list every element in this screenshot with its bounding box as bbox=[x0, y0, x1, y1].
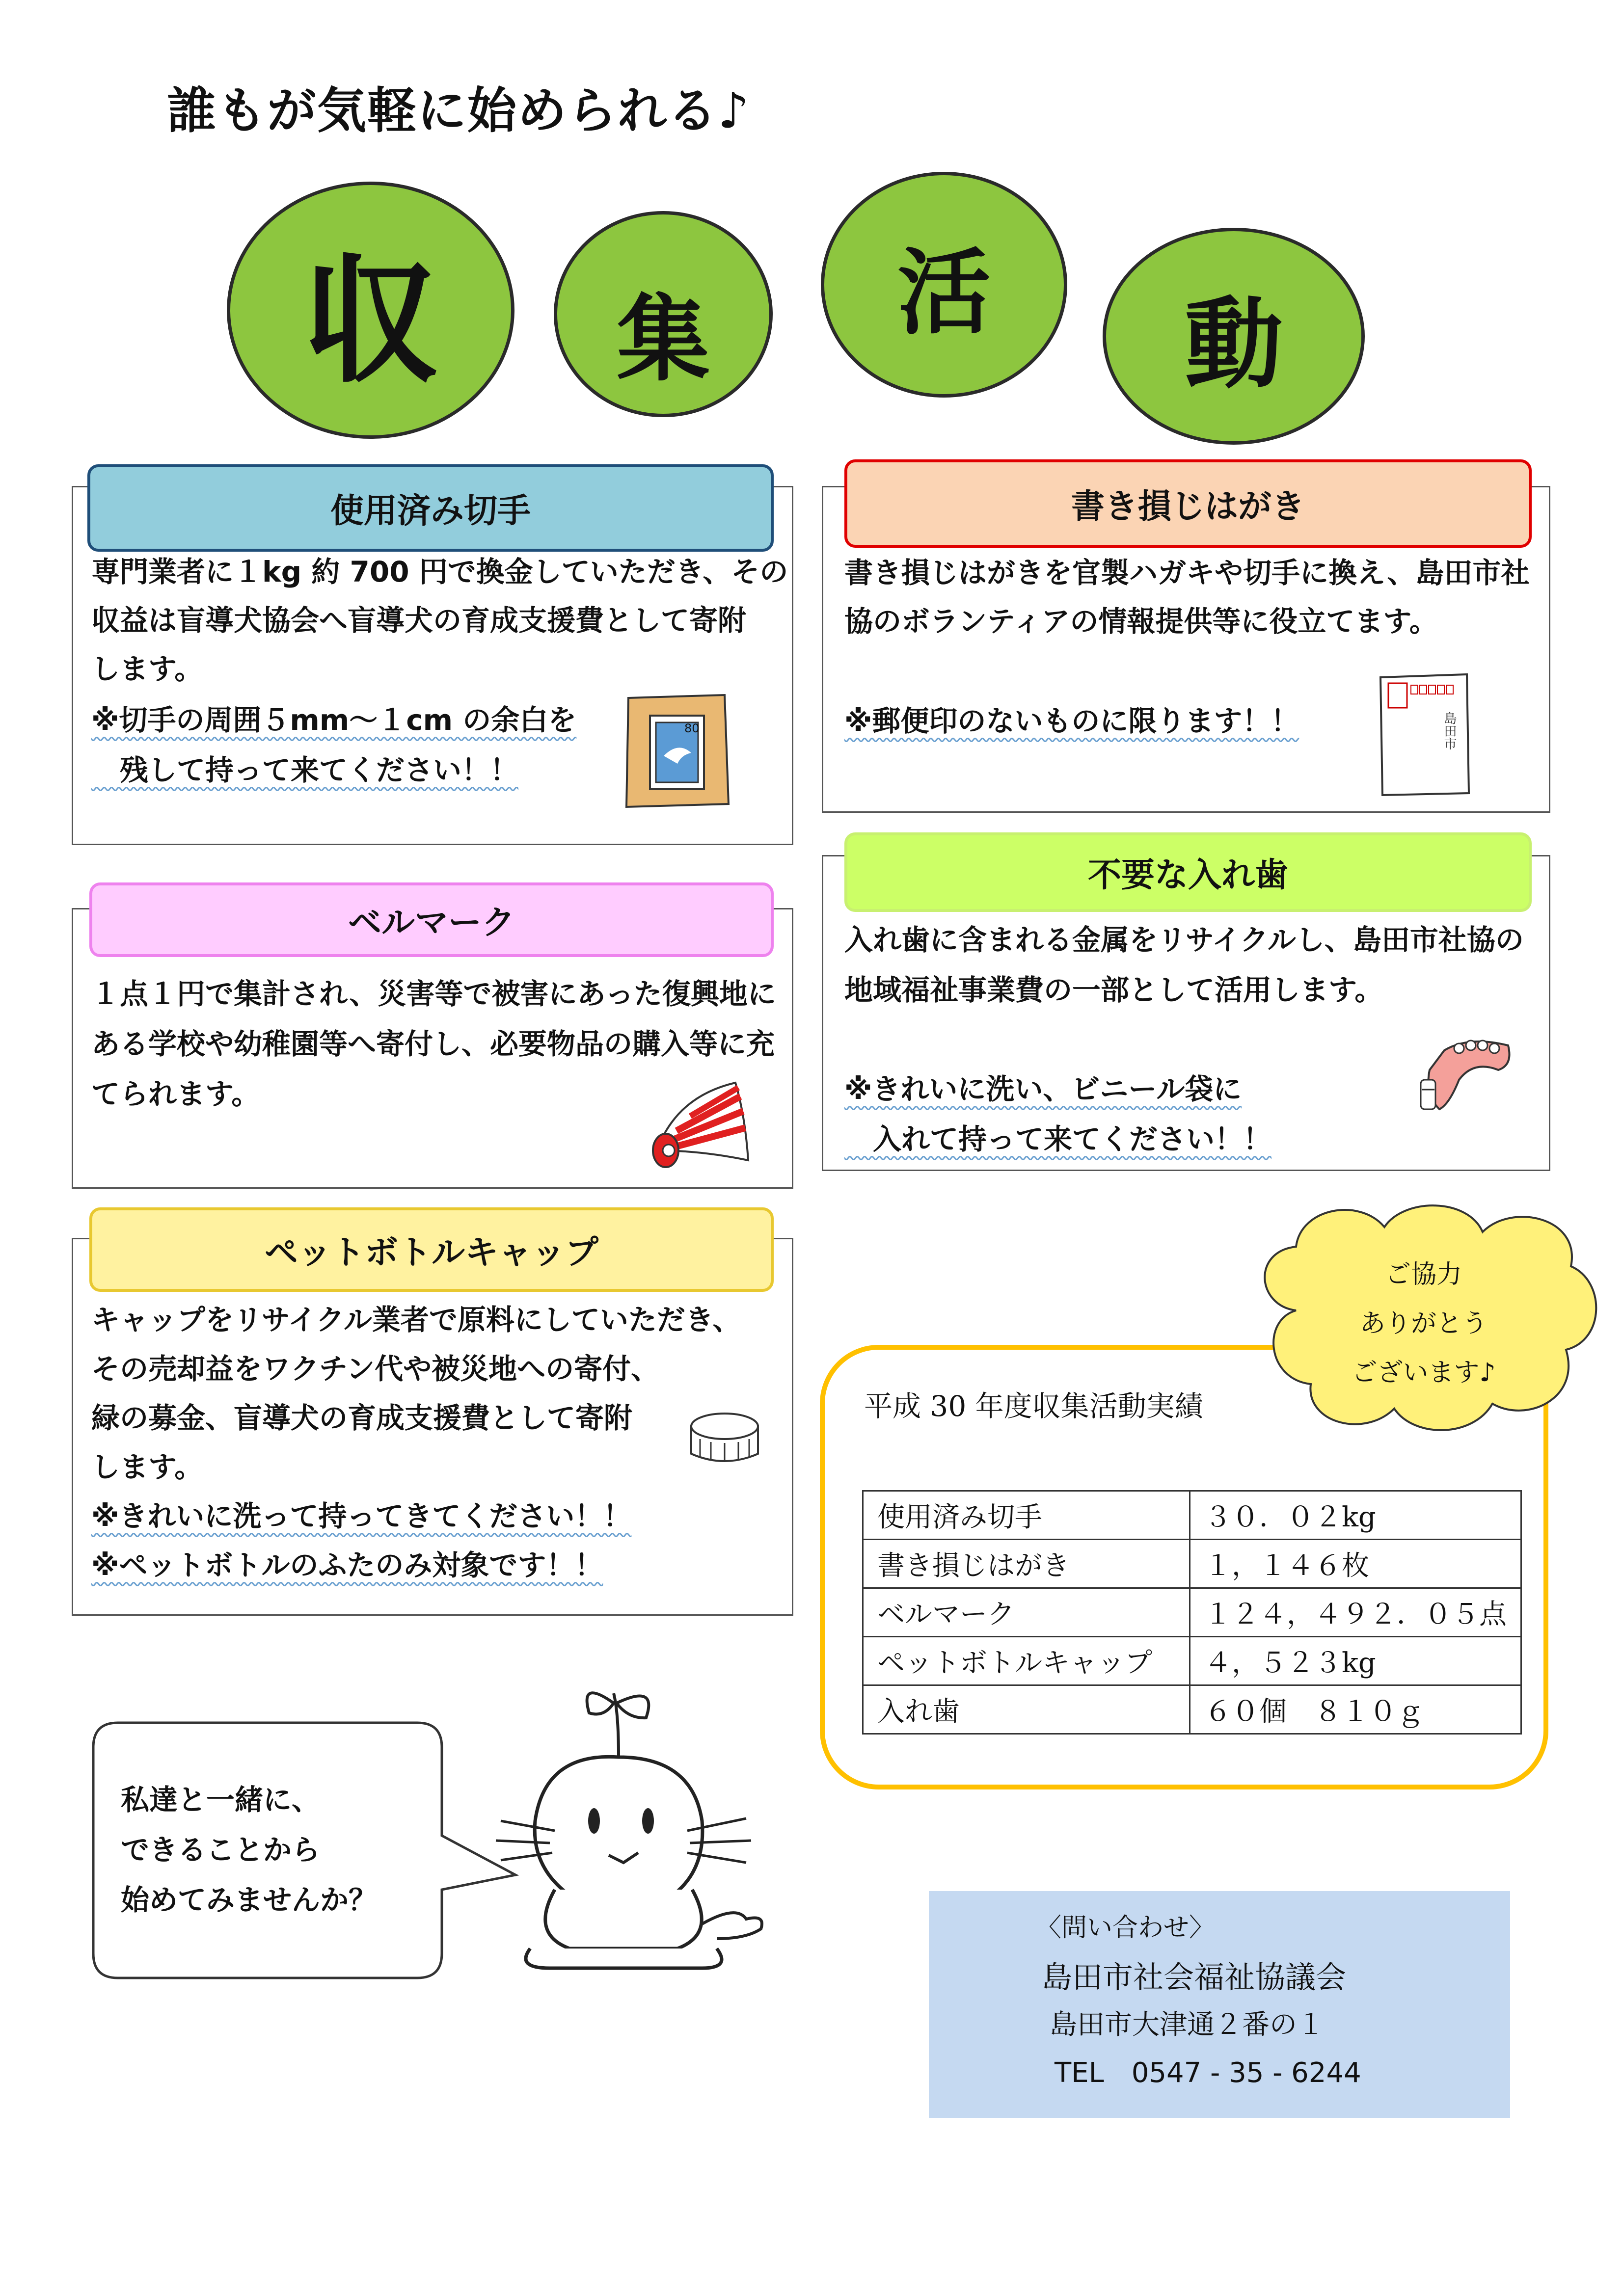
bellmark-text-line: ある学校や幼稚園等へ寄付し、必要物品の購入等に充 bbox=[91, 1027, 775, 1061]
title-char: 集 bbox=[616, 285, 710, 394]
results-value: １，１４６枚 bbox=[1190, 1540, 1521, 1588]
title-char-circle bbox=[1103, 228, 1365, 445]
bottle-cap-illustration bbox=[685, 1405, 764, 1473]
used-stamps-heading: 使用済み切手 bbox=[87, 464, 774, 552]
bottle-caps-note: ※きれいに洗って持ってきてください！！ bbox=[91, 1499, 632, 1533]
contact-organization: 島田市社会福祉協議会 bbox=[1042, 1959, 1347, 1995]
postcard-illustration bbox=[1376, 672, 1472, 797]
results-title: 平成 30 年度収集活動実績 bbox=[864, 1389, 1203, 1423]
title-char: 動 bbox=[1184, 287, 1283, 402]
speech-line: 私達と一緒に、 bbox=[121, 1783, 321, 1816]
results-value: ６０個 ８１０ｇ bbox=[1190, 1685, 1521, 1734]
spoiled-postcards-heading: 書き損じはがき bbox=[844, 459, 1532, 548]
used-stamps-text-line: 収益は盲導犬協会へ盲導犬の育成支援費として寄附 bbox=[91, 604, 747, 637]
results-item: 入れ歯 bbox=[863, 1685, 1190, 1734]
used-stamps-note: ※切手の周囲５mm～１cm の余白を bbox=[91, 703, 577, 737]
dentures-text-line: 地域福祉事業費の一部として活用します。 bbox=[844, 973, 1383, 1007]
dentures-heading: 不要な入れ歯 bbox=[844, 832, 1532, 912]
results-item: 書き損じはがき bbox=[863, 1540, 1190, 1588]
bellmark-heading: ベルマーク bbox=[89, 882, 774, 957]
spoiled-postcards-text-line: 協のボランティアの情報提供等に役立てます。 bbox=[844, 605, 1438, 638]
mascot-illustration bbox=[471, 1674, 776, 1988]
contact-label: 〈問い合わせ〉 bbox=[1036, 1913, 1215, 1943]
spoiled-postcards-note: ※郵便印のないものに限ります！！ bbox=[844, 704, 1299, 738]
title-char: 活 bbox=[897, 238, 991, 347]
postcard-address-text: 島田市 bbox=[1442, 712, 1457, 750]
results-value: ３０．０２kg bbox=[1190, 1491, 1521, 1540]
contact-box bbox=[929, 1891, 1510, 2118]
used-stamps-note: 残して持って来てください！！ bbox=[91, 753, 519, 787]
bell-mark-illustration bbox=[647, 1077, 755, 1170]
dentures-note: ※きれいに洗い、ビニール袋に bbox=[844, 1072, 1242, 1106]
used-stamps-text-line: します。 bbox=[91, 652, 203, 686]
dentures-note: 入れて持って来てください！！ bbox=[844, 1122, 1272, 1156]
thanks-line: ございます♪ bbox=[1352, 1358, 1496, 1388]
bellmark-text-line: てられます。 bbox=[91, 1077, 260, 1111]
results-row bbox=[863, 1637, 1521, 1685]
title-char-circle bbox=[227, 182, 514, 439]
results-row bbox=[863, 1685, 1521, 1734]
bottle-caps-text-line: キャップをリサイクル業者で原料にしていただき、 bbox=[91, 1303, 741, 1336]
title-char-circle bbox=[554, 211, 773, 417]
speech-line: できることから bbox=[121, 1833, 321, 1867]
bottle-caps-text-line: します。 bbox=[91, 1450, 203, 1484]
thanks-line: ご協力 bbox=[1385, 1260, 1462, 1289]
results-item: ベルマーク bbox=[863, 1588, 1190, 1637]
used-stamps-text-line: 専門業者に１kg 約 700 円で換金していただき、その bbox=[91, 555, 788, 588]
contact-phone: TEL 0547 - 35 - 6244 bbox=[1055, 2057, 1361, 2089]
title-char: 収 bbox=[302, 242, 439, 402]
results-row bbox=[863, 1588, 1521, 1637]
tagline: 誰もが気軽に始められる♪ bbox=[167, 82, 750, 139]
svg-text:80: 80 bbox=[684, 721, 700, 735]
dentures-text-line: 入れ歯に含まれる金属をリサイクルし、島田市社協の bbox=[844, 923, 1524, 957]
denture-illustration bbox=[1415, 1031, 1518, 1129]
stamp-illustration bbox=[622, 692, 733, 810]
bellmark-text-line: １点１円で集計され、災害等で被害にあった復興地に bbox=[91, 977, 776, 1011]
bottle-caps-heading: ペットボトルキャップ bbox=[89, 1207, 774, 1292]
results-value: ４，５２３kg bbox=[1190, 1637, 1521, 1685]
results-value: １２４，４９２．０５点 bbox=[1190, 1588, 1521, 1637]
results-table bbox=[862, 1490, 1522, 1735]
results-row bbox=[863, 1540, 1521, 1588]
bottle-caps-text-line: 緑の募金、盲導犬の育成支援費として寄附 bbox=[91, 1401, 633, 1435]
title-char-circle bbox=[821, 172, 1067, 398]
results-item: ペットボトルキャップ bbox=[863, 1637, 1190, 1685]
contact-address: 島田市大津通２番の１ bbox=[1050, 2009, 1325, 2041]
results-item: 使用済み切手 bbox=[863, 1491, 1190, 1540]
speech-line: 始めてみませんか？ bbox=[121, 1883, 378, 1917]
spoiled-postcards-text-line: 書き損じはがきを官製ハガキや切手に換え、島田市社 bbox=[844, 556, 1530, 589]
bottle-caps-note: ※ペットボトルのふたのみ対象です！！ bbox=[91, 1548, 603, 1582]
results-row bbox=[863, 1491, 1521, 1540]
bottle-caps-text-line: その売却益をワクチン代や被災地への寄付、 bbox=[91, 1352, 660, 1386]
thanks-line: ありがとう bbox=[1359, 1309, 1488, 1338]
